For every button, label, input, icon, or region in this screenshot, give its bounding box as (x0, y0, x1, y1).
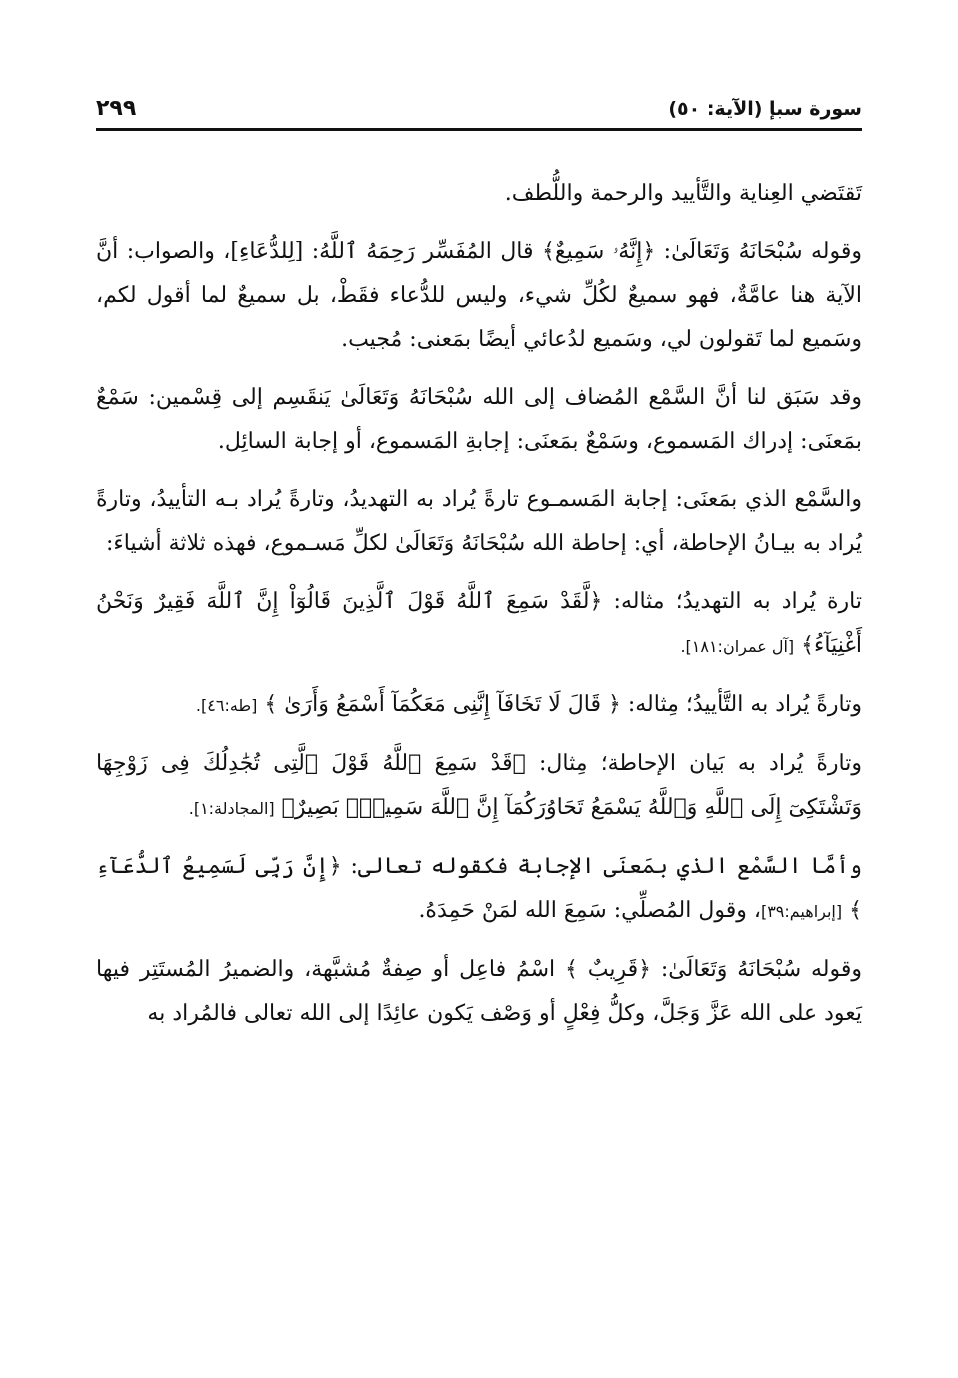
paragraph (96, 948, 862, 1036)
paragraph-text: تارة يُراد به التهديدُ؛ مثاله: ﴿لَّقَدْ سَمِعَ ٱللَّهُ قَوْلَ ٱلَّذِينَ قَالُوٓاْ إِنَّ ٱللَّهَ فَقِيرٌ وَنَحْنُ أَغْنِيَآءُ﴾ (96, 589, 862, 658)
paragraph (96, 478, 862, 566)
paragraph-text: وقد سَبَق لنا أنَّ السَّمْع المُضاف إلى الله سُبْحَانَهُ وَتَعَالَىٰ يَنقَسِم إلى قِسْمين: سَمْعٌ بمَعنَى: إدراك المَسموع، وسَمْعٌ بمَعنَى: إجابةِ المَسموع، أو إجابة السائِل. (96, 385, 862, 454)
paragraph (96, 742, 862, 831)
paragraph-text: وقوله سُبْحَانَهُ وَتَعَالَىٰ: ﴿إِنَّهُۥ سَمِيعٌ﴾ قال المُفَسِّر رَحِمَهُ ٱللَّهُ: [لِلدُّعَاءِ]، والصواب: أنَّ الآية هنا عامَّةٌ، فهو سميعٌ لكُلِّ شيء، وليس للدُّعاء فقَطْ، بل سميعٌ لما أقول لكم، وسَميع لما تَقولون لي، وسَميع لدُعائي أيضًا بمَعنى: مُجيب. (96, 239, 862, 352)
paragraph-text: تَقتَضي العِناية والتَّأييد والرحمة واللُّطف. (504, 181, 862, 206)
verse-reference: [طه:٤٦]. (195, 696, 258, 715)
paragraph-text: وتارةً يُراد به بَيان الإحاطة؛ مِثال: ﴿قَدْ سَمِعَ ٱللَّهُ قَوْلَ ٱلَّتِى تُجَٰدِلُكَ فِى زَوْجِهَا وَتَشْتَكِىٓ إِلَى ٱللَّهِ وَٱللَّهُ يَسْمَعُ تَحَاوُرَكُمَآ إِنَّ ٱللَّهَ سَمِيعٌۢ بَصِيرٌ﴾ (96, 751, 862, 820)
paragraph-text: وتارةً يُراد به التَّأييدُ؛ مِثاله: ﴿ قَالَ لَا تَخَافَآ إِنَّنِى مَعَكُمَآ أَسْمَعُ وَأَرَىٰ ﴾ (264, 692, 862, 717)
verse-reference: [المجادلة:١]. (188, 799, 275, 818)
paragraph-text: وقوله سُبْحَانَهُ وَتَعَالَىٰ: ﴿قَرِيبٌ ﴾ اسْمُ فاعِل أو صِفةٌ مُشبَّهة، والضميرُ المُستَتِر فيها يَعود على الله عَزَّ وَجَلَّ، وكلُّ فِعْلٍ أو وَصْف يَكون عائِدًا إلى الله تعالى فالمُراد به (96, 957, 862, 1026)
header-rule (96, 128, 862, 131)
paragraph-text-continued: ، وقول المُصلِّي: سَمِعَ الله لمَنْ حَمِدَهُ. (418, 898, 761, 923)
paragraph-text: وأمَّا السَّمْع الذي بمَعنَى الإجابة فكقوله تعالى: ﴿إِنَّ رَبِّى لَسَمِيعُ ٱلدُّعَآءِ ﴾ (96, 854, 862, 923)
paragraph (96, 845, 862, 934)
running-title: سورة سبإ (الآية: ٥٠) (668, 98, 862, 120)
running-header (96, 88, 862, 128)
paragraph-text: والسَّمْع الذي بمَعنَى: إجابة المَسمـوع تارةً يُراد به التهديدُ، وتارةً يُراد بـه التأييدُ، وتارةً يُراد به بيـانُ الإحاطة، أي: إحاطة الله سُبْحَانَهُ وَتَعَالَىٰ لكلِّ مَسـموع، فهذه ثلاثة أشياءَ: (96, 487, 862, 556)
paragraph (96, 230, 862, 362)
paragraph (96, 172, 862, 216)
paragraph (96, 683, 862, 728)
page-number: ٢٩٩ (96, 96, 137, 121)
verse-reference: [آل عمران:١٨١]. (680, 637, 795, 656)
verse-reference: [إبراهيم:٣٩] (760, 902, 843, 921)
paragraph (96, 580, 862, 669)
paragraph (96, 376, 862, 464)
body-text (96, 172, 862, 1050)
